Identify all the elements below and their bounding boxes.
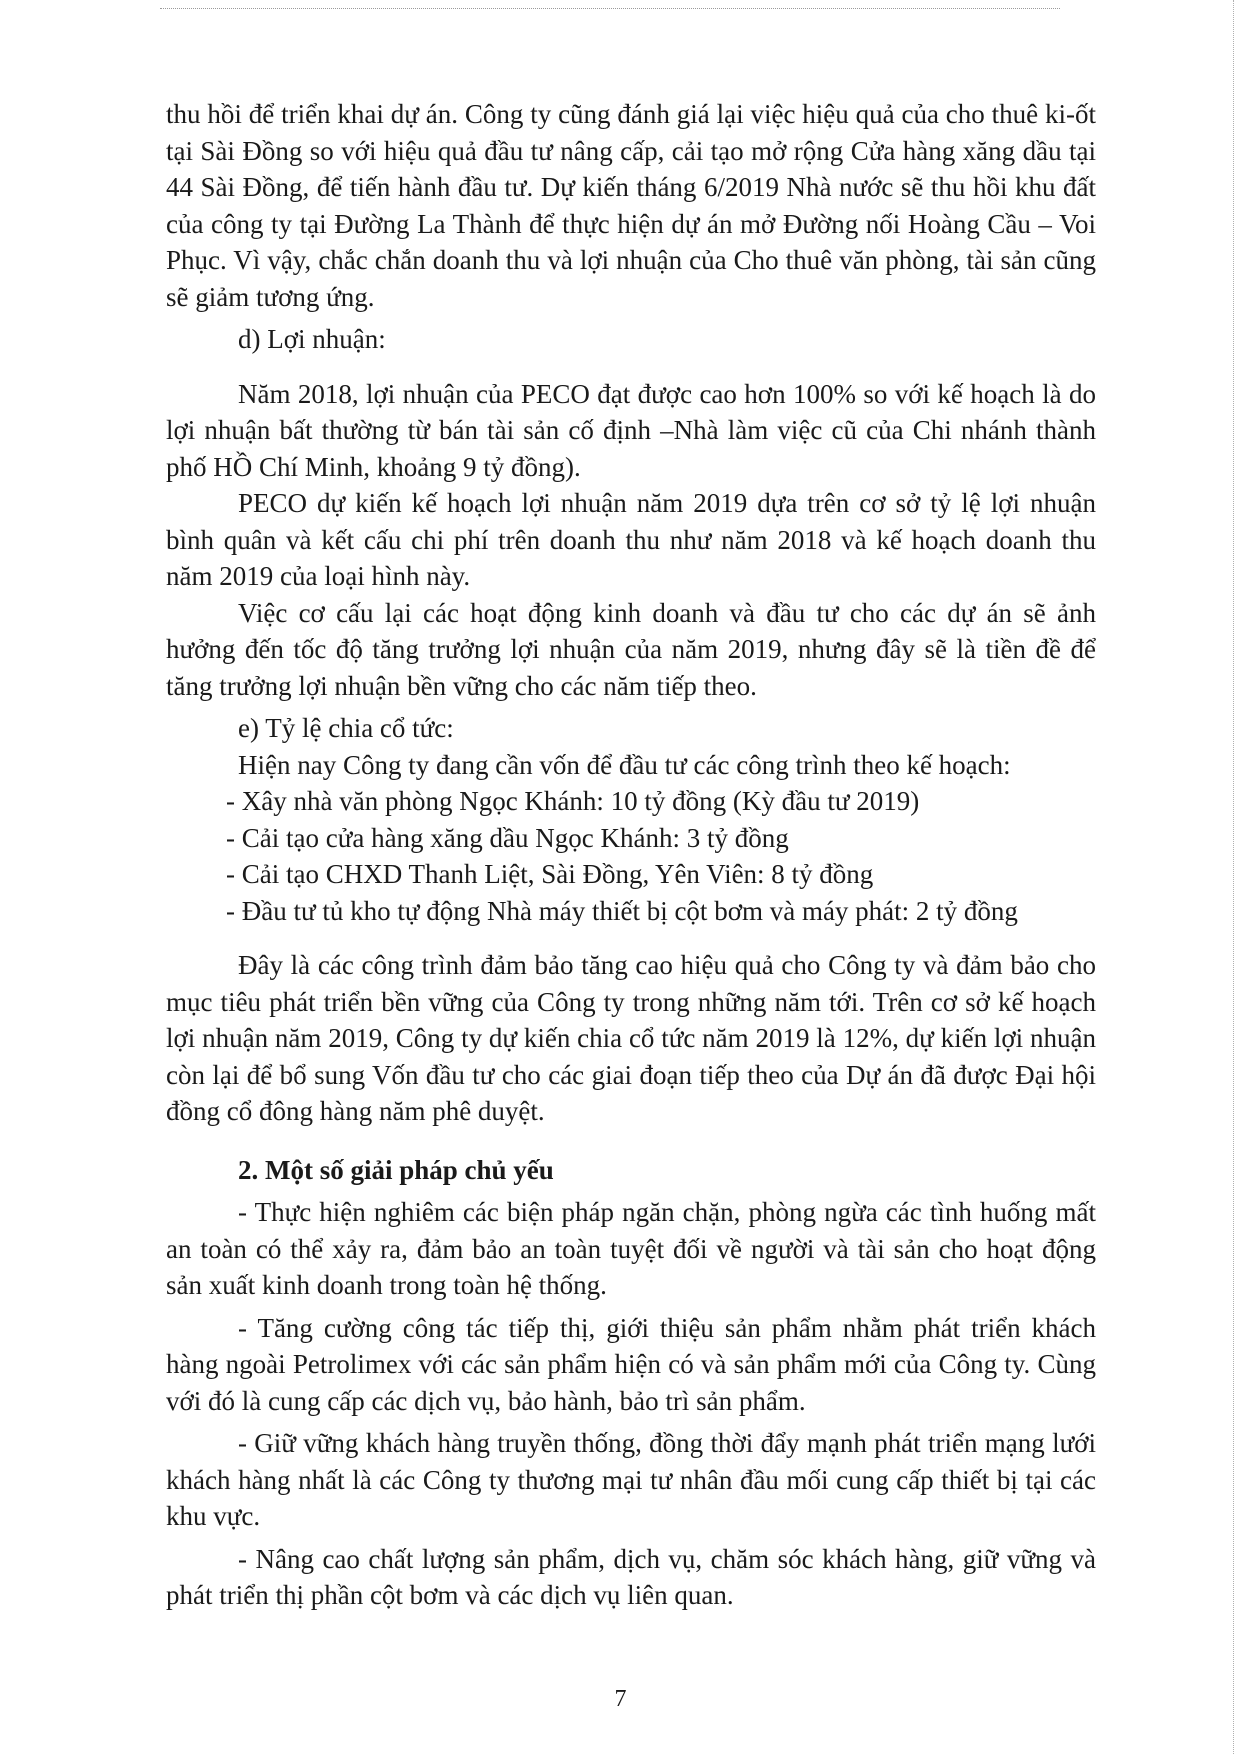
- subheading-dividend: e) Tỷ lệ chia cổ tức:: [238, 713, 454, 743]
- section-heading: 2. Một số giải pháp chủ yếu: [238, 1154, 554, 1185]
- solution-item: - Giữ vững khách hàng truyền thống, đồng thời đẩy mạnh phát triển mạng lưới khách hàng nhất là các Công ty thương mại tư nhân đầu mối cung cấp thiết bị tại các khu vực.: [166, 1428, 1096, 1531]
- paragraph-capital-need: Hiện nay Công ty đang cần vốn để đầu tư các công trình theo kế hoạch:: [238, 749, 1011, 780]
- list-item: - Đầu tư tủ kho tự động Nhà máy thiết bị cột bơm và máy phát: 2 tỷ đồng: [226, 895, 1018, 926]
- solution-item: - Nâng cao chất lượng sản phẩm, dịch vụ, chăm sóc khách hàng, giữ vững và phát triển thị phần cột bơm và các dịch vụ liên quan.: [166, 1543, 1096, 1610]
- paragraph-continuation: thu hồi để triển khai dự án. Công ty cũng đánh giá lại việc hiệu quả của cho thuê ki-ốt tại Sài Đồng so với hiệu quả đầu tư nâng cấp, cải tạo mở rộng Cửa hàng xăng dầu tại 44 Sài Đồng, để tiến hành đầu tư. Dự kiến tháng 6/2019 Nhà nước sẽ thu hồi khu đất của công ty tại Đường La Thành để thực hiện dự án mở Đường nối Hoàng Cầu – Voi Phục. Vì vậy, chắc chắn doanh thu và lợi nhuận của Cho thuê văn phòng, tài sản cũng sẽ giảm tương ứng.: [166, 99, 1096, 312]
- list-item: - Cải tạo CHXD Thanh Liệt, Sài Đồng, Yên Viên: 8 tỷ đồng: [226, 859, 874, 889]
- paragraph-profit-2018: Năm 2018, lợi nhuận của PECO đạt được cao hơn 100% so với kế hoạch là do lợi nhuận bất thường từ bán tài sản cố định –Nhà làm việc cũ của Chi nhánh thành phố HỒ Chí Minh, khoảng 9 tỷ đồng).: [166, 378, 1096, 482]
- scan-edge-right: [1233, 0, 1237, 1754]
- list-item: - Cải tạo cửa hàng xăng dầu Ngọc Khánh: 3 tỷ đồng: [226, 822, 789, 853]
- document-body: [166, 96, 1096, 1614]
- solution-item: - Tăng cường công tác tiếp thị, giới thiệu sản phẩm nhằm phát triển khách hàng ngoài Petrolimex với các sản phẩm hiện có và sản phẩm mới của Công ty. Cùng với đó là cung cấp các dịch vụ, bảo hành, bảo trì sản phẩm.: [166, 1312, 1096, 1416]
- paragraph-dividend-conclusion: Đây là các công trình đảm bảo tăng cao hiệu quả cho Công ty và đảm bảo cho mục tiêu phát triển bền vững của Công ty trong những năm tới. Trên cơ sở kế hoạch lợi nhuận năm 2019, Công ty dự kiến chia cổ tức năm 2019 là 12%, dự kiến lợi nhuận còn lại để bổ sung Vốn đầu tư cho các giai đoạn tiếp theo của Dự án đã được Đại hội đồng cổ đông hàng năm phê duyệt.: [166, 950, 1096, 1126]
- paragraph-profit-plan-2019: PECO dự kiến kế hoạch lợi nhuận năm 2019 dựa trên cơ sở tỷ lệ lợi nhuận bình quân và kết cấu chi phí trên doanh thu như năm 2018 và kế hoạch doanh thu năm 2019 của loại hình này.: [166, 488, 1096, 591]
- paragraph-restructuring: Việc cơ cấu lại các hoạt động kinh doanh và đầu tư cho các dự án sẽ ảnh hưởng đến tốc độ tăng trưởng lợi nhuận của năm 2019, nhưng đây sẽ là tiền đề để tăng trưởng lợi nhuận bền vững cho các năm tiếp theo.: [166, 597, 1096, 701]
- scan-edge-top: [160, 8, 1060, 11]
- list-item: - Xây nhà văn phòng Ngọc Khánh: 10 tỷ đồng (Kỳ đầu tư 2019): [226, 786, 920, 816]
- solution-item: - Thực hiện nghiêm các biện pháp ngăn chặn, phòng ngừa các tình huống mất an toàn có thể xảy ra, đảm bảo an toàn tuyệt đối về người và tài sản cho hoạt động sản xuất kinh doanh trong toàn hệ thống.: [166, 1197, 1096, 1300]
- page-number: 7: [614, 1686, 627, 1712]
- subheading-profit: d) Lợi nhuận:: [238, 324, 386, 354]
